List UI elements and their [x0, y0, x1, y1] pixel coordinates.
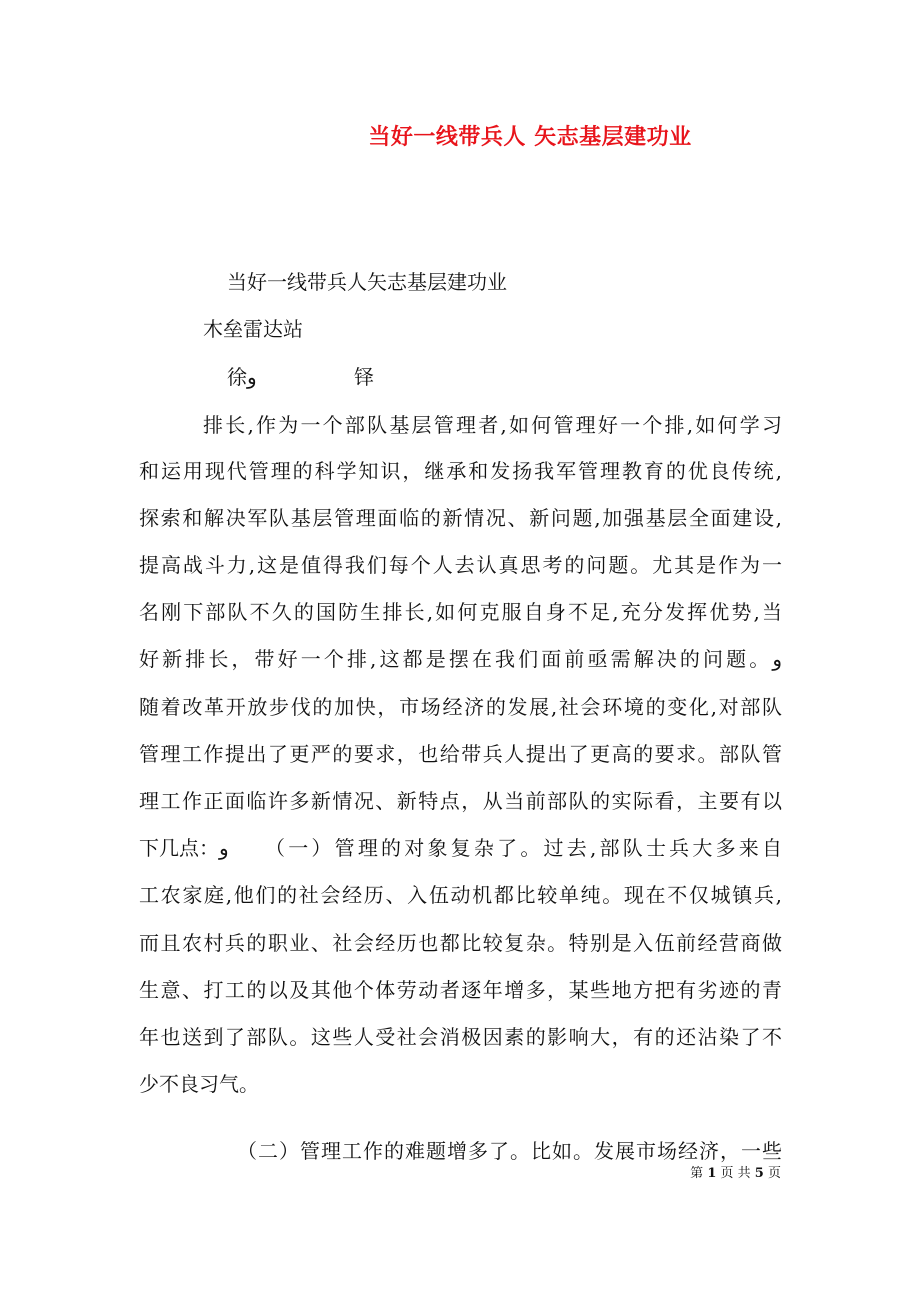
paragraph-line: 少不良习气。	[139, 1072, 259, 1096]
unit-name: 木垒雷达站	[203, 317, 303, 341]
paragraph-line: 下几点：و	[139, 836, 229, 860]
footer-prefix: 第	[690, 1166, 704, 1181]
paragraph-line: 工农家庭,他们的社会经历、入伍动机都比较单纯。现在不仅城镇兵,	[139, 883, 782, 907]
footer-suffix: 页	[767, 1166, 781, 1181]
paragraph-line: 年也送到了部队。这些人受社会消极因素的影响大，有的还沾染了不	[139, 1025, 782, 1049]
total-pages: 5	[754, 1166, 764, 1181]
paragraph-line: 而且农村兵的职业、社会经历也都比较复杂。特别是入伍前经营商做	[139, 931, 782, 955]
paragraph-line: （一）管理的对象复杂了。过去,部队士兵大多来自	[265, 836, 782, 860]
subtitle: 当好一线带兵人矢志基层建功业	[227, 270, 507, 294]
author-family: 铎	[354, 365, 374, 389]
paragraph-line: 管理工作提出了更严的要求，也给带兵人提出了更高的要求。部队管	[139, 742, 782, 766]
paragraph-line: 随着改革开放步伐的加快，市场经济的发展,社会环境的变化,对部队	[139, 695, 782, 719]
paragraph-line: 排长,作为一个部队基层管理者,如何管理好一个排,如何学习	[203, 413, 782, 437]
paragraph-line: 好新排长，带好一个排,这都是摆在我们面前亟需解决的问题。و	[139, 647, 782, 671]
author-given: 徐و	[227, 365, 257, 389]
document-title: 当好一线带兵人 矢志基层建功业	[368, 124, 692, 150]
paragraph-line: 探索和解决军队基层管理面临的新情况、新问题,加强基层全面建设,	[139, 506, 782, 530]
paragraph-line: 生意、打工的以及其他个体劳动者逐年增多，某些地方把有劣迹的青	[139, 978, 782, 1002]
current-page: 1	[707, 1166, 717, 1181]
footer-mid: 页 共	[720, 1166, 751, 1181]
paragraph-line: 提高战斗力,这是值得我们每个人去认真思考的问题。尤其是作为一	[139, 553, 782, 577]
paragraph-line: （二）管理工作的难题增多了。比如。发展市场经济，一些	[237, 1139, 782, 1163]
paragraph-line: 和运用现代管理的科学知识，继承和发扬我军管理教育的优良传统,	[139, 459, 782, 483]
page-footer	[690, 1165, 781, 1183]
paragraph-line: 理工作正面临许多新情况、新特点，从当前部队的实际看，主要有以	[139, 789, 782, 813]
paragraph-line: 名刚下部队不久的国防生排长,如何克服自身不足,充分发挥优势,当	[139, 600, 782, 624]
